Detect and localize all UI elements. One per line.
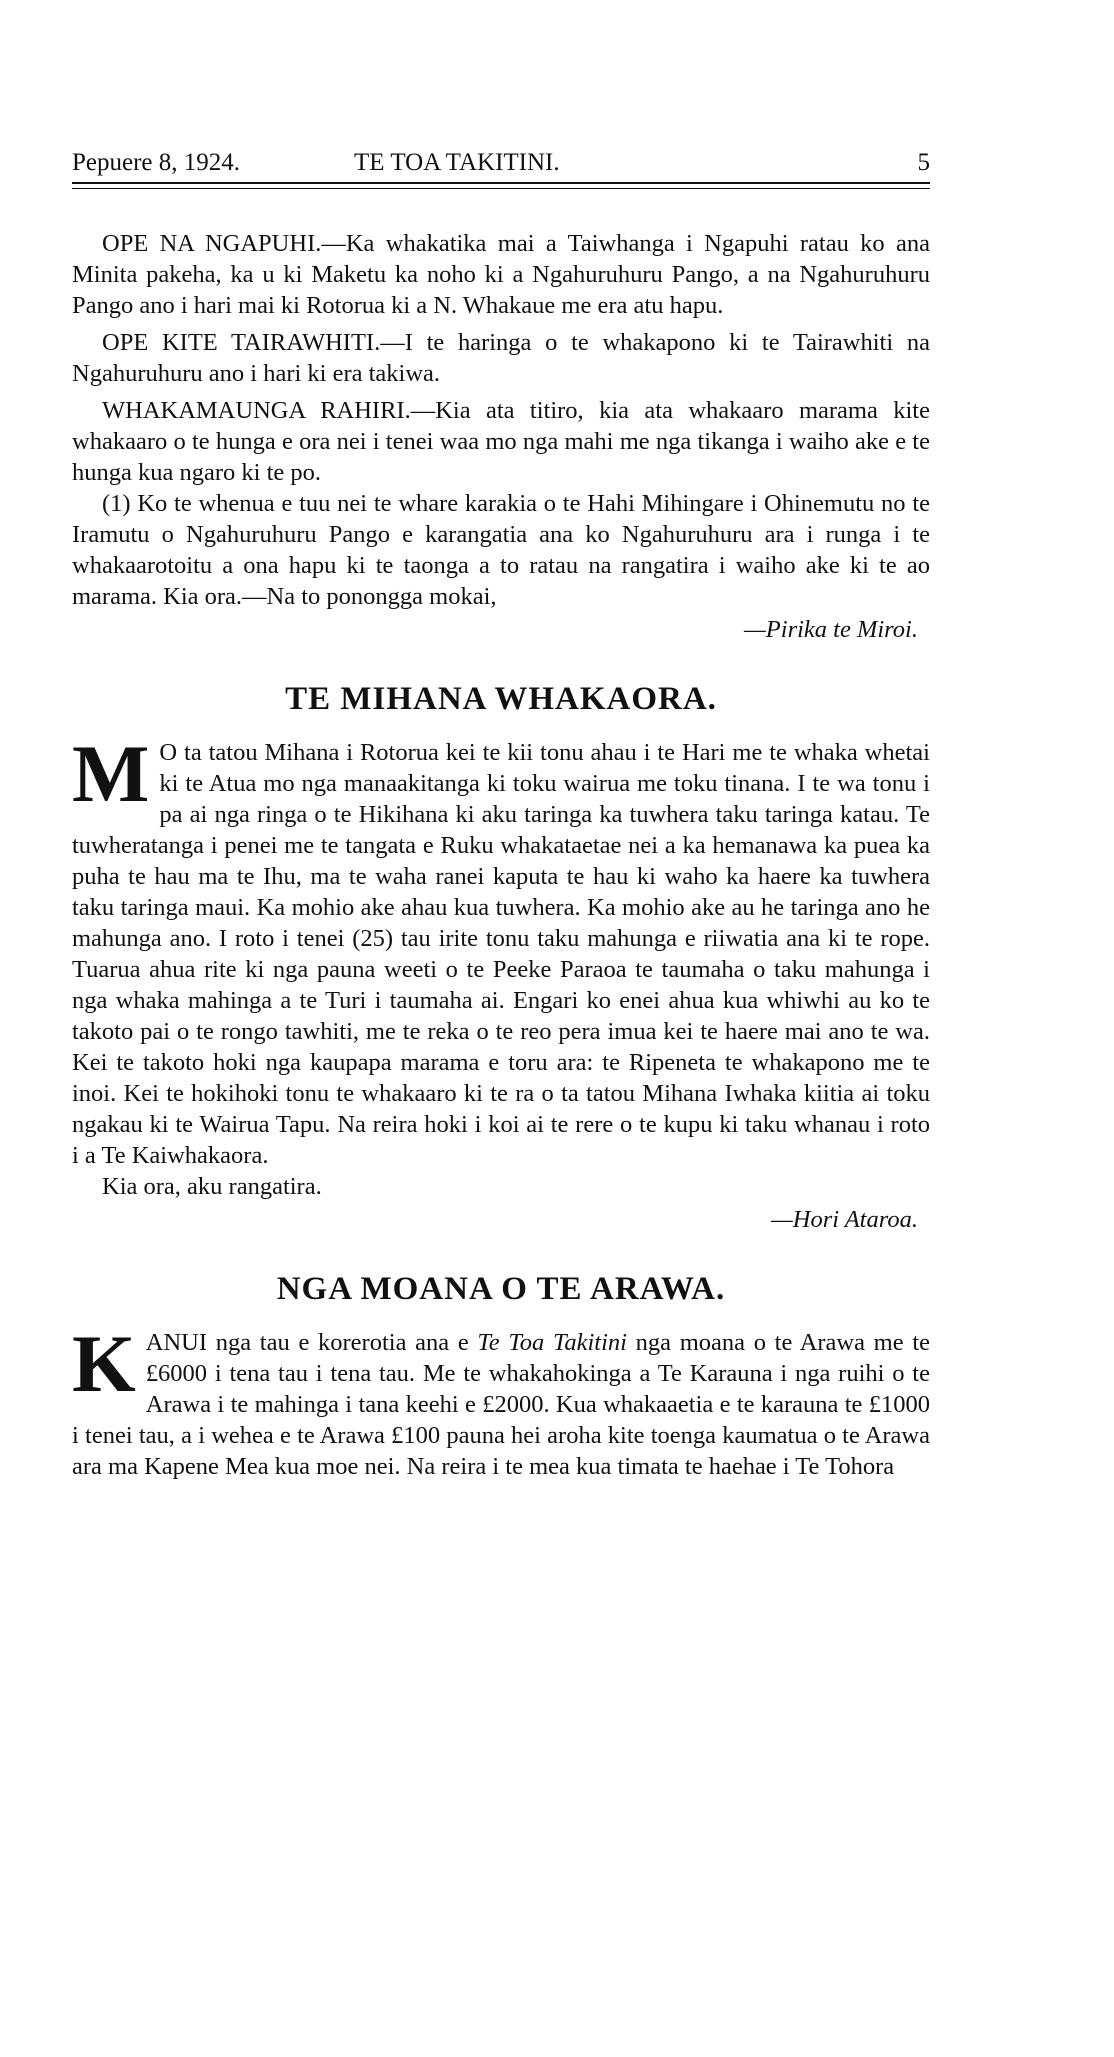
moana-text-before: ANUI nga tau e korerotia ana e — [145, 1329, 478, 1356]
heading-mihana: TE MIHANA WHAKAORA. — [285, 681, 717, 717]
article-body — [72, 228, 930, 1482]
section-text: —Ka whakatika mai a Taiwhanga i Ngapuhi ratau ko ana Minita pakeha, ka u ki Maketu ka noho ki a Ngahuruhuru Pango, a na Ngahuruhuru Pango ano i hari mai ki Rotorua ki a N. Whakaue me era atu hapu. — [72, 230, 930, 319]
issue-date: Pepuere 8, 1924. — [72, 149, 241, 176]
moana-text-after: nga moana o te Arawa me te £6000 i tena tau i tena tau. Me te whakahokinga a Te Karauna i nga ruihi o te Arawa i te mahinga i tana keehi e £2000. Kua whakaaetia e te karauna te £1000 i tenei tau, a i wehea e te Arawa £100 pauna hei aroha kite toenga kaumatua o te Arawa ara ma Kapene Mea kua moe nei. Na reira i te mea kua timata te haehae i Te Tohora — [72, 1329, 930, 1480]
closing-mihana: Kia ora, aku rangatira. — [102, 1173, 322, 1200]
paragraph-ope-ngapuhi — [72, 228, 930, 321]
page-number: 5 — [917, 149, 930, 176]
heading-moana: NGA MOANA O TE ARAWA. — [276, 1271, 726, 1307]
header-rule-thin — [72, 188, 930, 189]
drop-cap-m: M — [72, 728, 150, 819]
drop-cap-k: K — [72, 1318, 136, 1409]
newspaper-name-italic: Te Toa Takitini — [477, 1329, 627, 1356]
mihana-text: O ta tatou Mihana i Rotorua kei te kii tonu ahau i te Hari me te whaka whetai ki te Atua mo nga manaakitanga ki toku wairua me toku tinana. I te wa tonu i pa ai nga ringa o te Hikihana ki aku taringa ka tuwhera taku taringa katau. Te tuwheratanga i penei me te tangata e Ruku whakataetae nei a ka hemanawa ka puea ka puha te hau ma te Ihu, ma te waha ranei kaputa te hau ki waho ka haere ka tuwhera taku taringa maui. Ka mohio ake ahau kua tuwhera. Ka mohio ake au he taringa ano he mahunga ano. I roto i tenei (25) tau irite tonu taku mahunga e riiwatia ana ki te rope. Tuarua ahua rite ki nga pauna weeti o te Peeke Paraoa te taumaha o taku mahunga i nga whaka mahinga a te Turi i taumaha ai. Engari ko enei ahua kua whiwhi au ko te takoto pai o te rongo tawhiti, me te reka o te reo pera imua kei te haere mai ano te wa. Kei te takoto hoki nga kaupapa marama e toru ara: te Ripeneta te whakapono me te inoi. Kei te hokihoki tonu te whakaaro ki te ra o ta tatou Mihana Iwhaka kiitia ai toku ngakau ki te Wairua Tapu. Na reira hoki i koi ai te rere o te kupu ki taku whanau i roto i a Te Kaiwhakaora. — [72, 739, 930, 1169]
section-title: OPE KITE TAIRAWHITI. — [102, 329, 381, 356]
section-title: WHAKAMAUNGA RAHIRI. — [102, 397, 411, 424]
section-title: OPE NA NGAPUHI. — [102, 230, 322, 257]
newspaper-title: TE TOA TAKITINI. — [354, 149, 560, 176]
paragraph-mihana — [72, 728, 930, 1171]
section-text: —I te haringa o te whakapono ki te Tairawhiti na Ngahuruhuru ano i hari ki era takiwa. — [72, 329, 930, 387]
paragraph-ope-tairawhiti — [72, 327, 930, 389]
header-rule — [72, 182, 930, 184]
paragraph-item-1: (1) Ko te whenua e tuu nei te whare karakia o te Hahi Mihingare i Ohinemutu no te Iramutu o Ngahuruhuru Pango e karangatia ana ko Ngahuruhuru ara i runga i te whakaarotoitu a ona hapu ki te taonga a to ratau na rangatira i waiho ake ki te ao marama. Kia ora.—Na to ponongga mokai, — [72, 490, 930, 610]
section-text: —Kia ata titiro, kia ata whakaaro marama kite whakaaro o te hunga e ora nei i tenei waa mo nga mahi me nga tikanga i waiho ake e te hunga kua ngaro ki te po. — [72, 397, 930, 486]
paragraph-whakamaunga — [72, 395, 930, 488]
signature-pirika: —Pirika te Miroi. — [744, 616, 918, 643]
signature-hori: —Hori Ataroa. — [770, 1206, 918, 1233]
paragraph-moana — [72, 1318, 930, 1482]
